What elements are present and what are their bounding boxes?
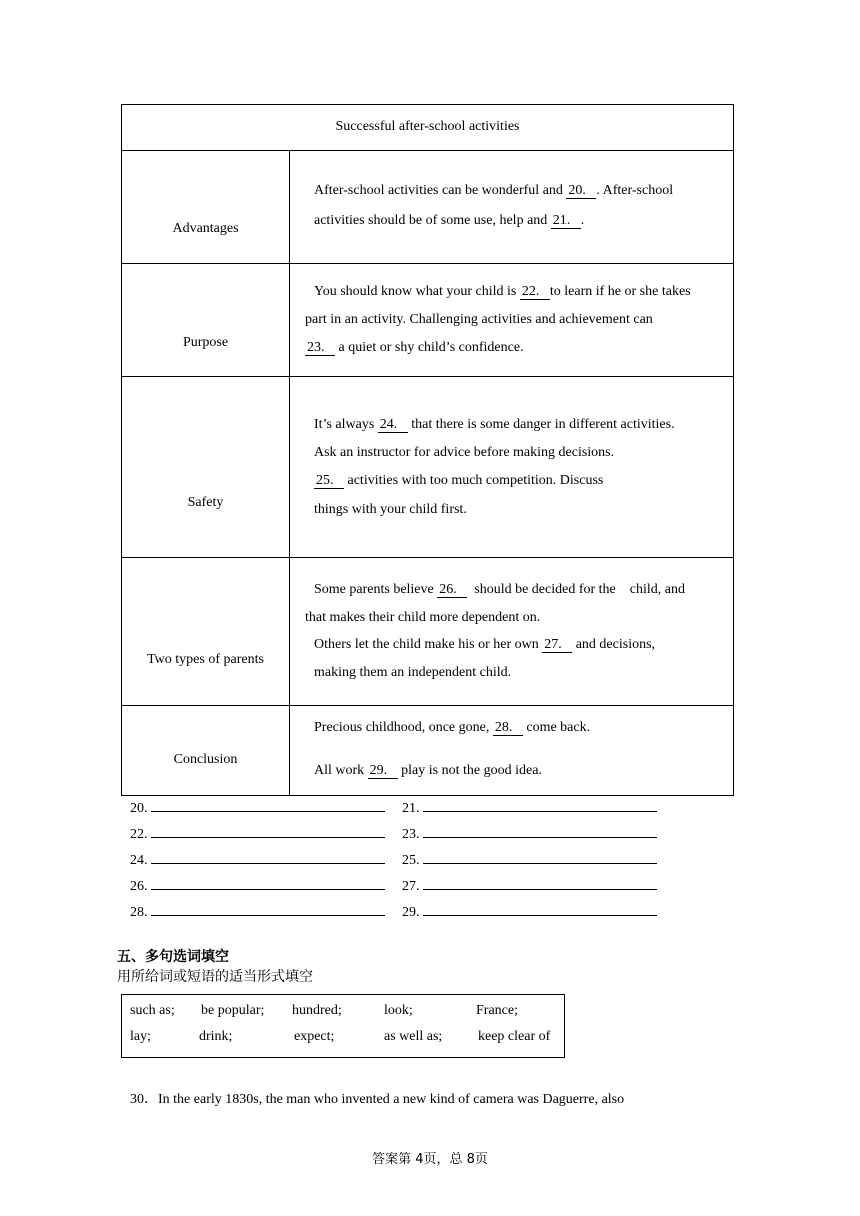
blank-29[interactable]: 29. [368,763,398,779]
blank-27[interactable]: 27. [542,637,572,653]
word-item: look; [384,1003,413,1018]
blank-25[interactable]: 25. [314,473,344,489]
parents-line-2: that makes their child more dependent on. [305,610,541,625]
blank-24[interactable]: 24. [378,417,408,433]
word-item: as well as; [384,1029,443,1044]
answer-field-28[interactable] [151,902,385,916]
section-instruction: 用所给词或短语的适当形式填空 [117,969,313,985]
word-item: lay; [130,1029,151,1044]
answer-field-21[interactable] [423,798,657,812]
parents-line-4: making them an independent child. [314,665,512,680]
word-item: hundred; [292,1003,342,1018]
section-heading: 五、多句选词填空 [117,949,229,965]
word-bank [121,994,565,1058]
purpose-line-2: part in an activity. Challenging activities and achievement can [305,312,653,327]
row-label-purpose: Purpose [182,335,229,350]
purpose-line-3: 23. a quiet or shy child’s confidence. [307,340,524,355]
advantages-line-2: activities should be of some use, help and 21.. [314,213,585,228]
word-item: France; [476,1003,518,1018]
safety-line-1: It’s always 24. that there is some danger in different activities. [314,417,675,432]
word-item: expect; [294,1029,335,1044]
row-label-safety: Safety [187,495,224,510]
row-label-advantages: Advantages [172,221,239,236]
answer-field-29[interactable] [423,902,657,916]
answer-row: 26. 27. [130,876,657,895]
answer-row: 24. 25. [130,850,657,869]
answer-field-27[interactable] [423,876,657,890]
answer-field-20[interactable] [151,798,385,812]
word-item: be popular; [201,1003,265,1018]
answer-field-25[interactable] [423,850,657,864]
conclusion-line-1: Precious childhood, once gone, 28. come back. [314,720,591,735]
answer-field-26[interactable] [151,876,385,890]
word-item: such as; [130,1003,175,1018]
blank-26[interactable]: 26. [437,582,467,598]
advantages-line-1: After-school activities can be wonderful and 20.. After-school [314,183,674,198]
page-footer: 答案第 4页，总 8页 [372,1152,488,1167]
blank-20[interactable]: 20. [566,183,596,199]
answer-field-22[interactable] [151,824,385,838]
answer-field-23[interactable] [423,824,657,838]
conclusion-line-2: All work 29. play is not the good idea. [314,763,542,778]
safety-line-2: Ask an instructor for advice before making decisions. [314,445,615,460]
answer-field-24[interactable] [151,850,385,864]
parents-line-1: Some parents believe 26. should be decided for the child, and [314,582,685,597]
answer-row: 28. 29. [130,902,657,921]
blank-23[interactable]: 23. [305,340,335,356]
word-item: keep clear of [478,1029,551,1044]
answer-row: 22. 23. [130,824,657,843]
row-label-conclusion: Conclusion [173,752,238,767]
question-30: 30．In the early 1830s, the man who invented a new kind of camera was Daguerre, also [130,1092,625,1107]
table-title: Successful after-school activities [335,119,520,134]
blank-21[interactable]: 21. [551,213,581,229]
blank-28[interactable]: 28. [493,720,523,736]
safety-line-4: things with your child first. [314,502,467,517]
word-item: drink; [199,1029,233,1044]
answer-row: 20. 21. [130,798,657,817]
safety-line-3: 25. activities with too much competition. Discuss [316,473,604,488]
purpose-line-1: You should know what your child is 22. to learn if he or she takes [314,284,691,299]
row-label-parents: Two types of parents [147,652,264,667]
blank-22[interactable]: 22. [520,284,550,300]
parents-line-3: Others let the child make his or her own 27. and decisions, [314,637,656,652]
